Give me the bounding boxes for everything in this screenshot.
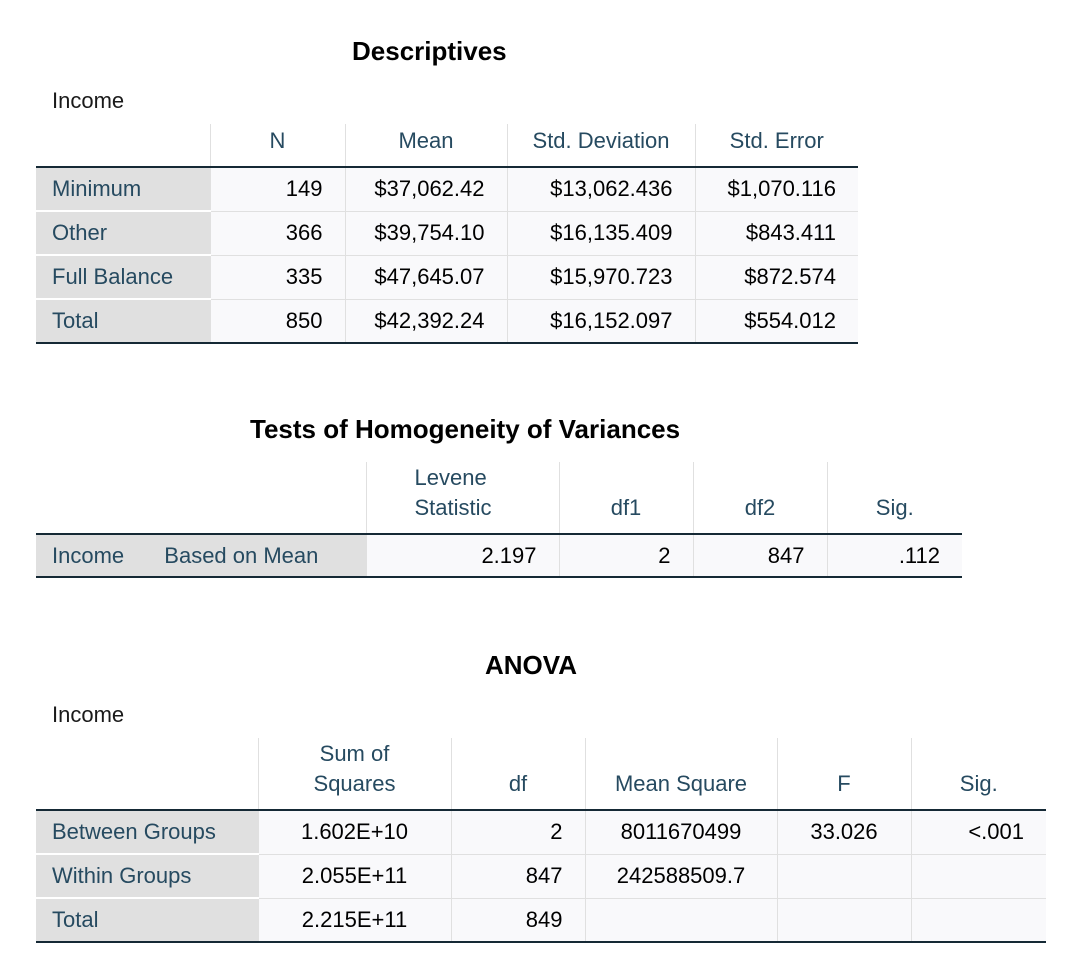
ss-line2: Squares <box>313 771 396 796</box>
row-label: Minimum <box>36 167 210 211</box>
table-row <box>36 534 962 577</box>
row-label: Total <box>36 898 258 942</box>
row-label: Between Groups <box>36 810 258 854</box>
homogeneity-title: Tests of Homogeneity of Variances <box>250 414 681 444</box>
cell-mean: $42,392.24 <box>345 299 507 343</box>
row-label: Other <box>36 211 210 255</box>
cell-sig: <.001 <box>911 810 1046 854</box>
cell-sig <box>911 898 1046 942</box>
table-row <box>36 810 1046 854</box>
levene-line1: Levene <box>414 465 487 490</box>
descriptives-title: Descriptives <box>352 36 507 66</box>
col-header-n: N <box>210 124 345 167</box>
cell-n: 850 <box>210 299 345 343</box>
anova-corner <box>36 738 258 810</box>
cell-df1: 2 <box>559 534 693 577</box>
cell-sum-of-squares: 1.602E+10 <box>258 810 451 854</box>
col-header-df1: df1 <box>559 462 693 534</box>
col-header-f: F <box>777 738 911 810</box>
row-label: Within Groups <box>36 854 258 898</box>
row-label <box>36 534 366 577</box>
cell-std-error: $843.411 <box>695 211 858 255</box>
cell-sig: .112 <box>827 534 962 577</box>
cell-n: 149 <box>210 167 345 211</box>
col-header-df2: df2 <box>693 462 827 534</box>
table-row <box>36 854 1046 898</box>
cell-mean: $47,645.07 <box>345 255 507 299</box>
cell-df2: 847 <box>693 534 827 577</box>
cell-std-deviation: $15,970.723 <box>507 255 695 299</box>
cell-std-error: $554.012 <box>695 299 858 343</box>
cell-mean-square: 242588509.7 <box>585 854 777 898</box>
col-header-mean: Mean <box>345 124 507 167</box>
anova-variable-label: Income <box>52 702 125 727</box>
cell-std-deviation: $16,135.409 <box>507 211 695 255</box>
col-header-sum-of-squares <box>258 738 451 810</box>
row-label-variable: Income <box>52 542 125 568</box>
cell-sum-of-squares: 2.055E+11 <box>258 854 451 898</box>
cell-sig <box>911 854 1046 898</box>
descriptives-corner <box>36 124 210 167</box>
cell-std-deviation: $16,152.097 <box>507 299 695 343</box>
homogeneity-table <box>36 462 962 578</box>
table-row <box>36 167 858 211</box>
ss-line1: Sum of <box>319 741 390 766</box>
cell-mean: $39,754.10 <box>345 211 507 255</box>
row-label: Total <box>36 299 210 343</box>
col-header-levene-statistic <box>366 462 559 534</box>
cell-mean-square <box>585 898 777 942</box>
anova-table <box>36 738 1046 943</box>
cell-std-error: $872.574 <box>695 255 858 299</box>
descriptives-table <box>36 124 858 344</box>
cell-levene-statistic: 2.197 <box>366 534 559 577</box>
cell-df: 2 <box>451 810 585 854</box>
table-row <box>36 299 858 343</box>
cell-f: 33.026 <box>777 810 911 854</box>
anova-title: ANOVA <box>485 650 577 680</box>
col-header-mean-square: Mean Square <box>585 738 777 810</box>
descriptives-variable-label: Income <box>52 88 125 113</box>
col-header-sig: Sig. <box>827 462 962 534</box>
table-row <box>36 211 858 255</box>
cell-mean-square: 8011670499 <box>585 810 777 854</box>
cell-f <box>777 854 911 898</box>
cell-f <box>777 898 911 942</box>
table-row <box>36 255 858 299</box>
levene-line2: Statistic <box>414 495 492 520</box>
col-header-std-error: Std. Error <box>695 124 858 167</box>
cell-std-error: $1,070.116 <box>695 167 858 211</box>
homogeneity-corner <box>36 462 366 534</box>
col-header-sig: Sig. <box>911 738 1046 810</box>
cell-std-deviation: $13,062.436 <box>507 167 695 211</box>
row-label-basis: Based on Mean <box>164 542 319 568</box>
row-label: Full Balance <box>36 255 210 299</box>
cell-df: 849 <box>451 898 585 942</box>
table-row <box>36 898 1046 942</box>
cell-df: 847 <box>451 854 585 898</box>
col-header-df: df <box>451 738 585 810</box>
cell-n: 335 <box>210 255 345 299</box>
col-header-std-deviation: Std. Deviation <box>507 124 695 167</box>
cell-sum-of-squares: 2.215E+11 <box>258 898 451 942</box>
cell-mean: $37,062.42 <box>345 167 507 211</box>
cell-n: 366 <box>210 211 345 255</box>
